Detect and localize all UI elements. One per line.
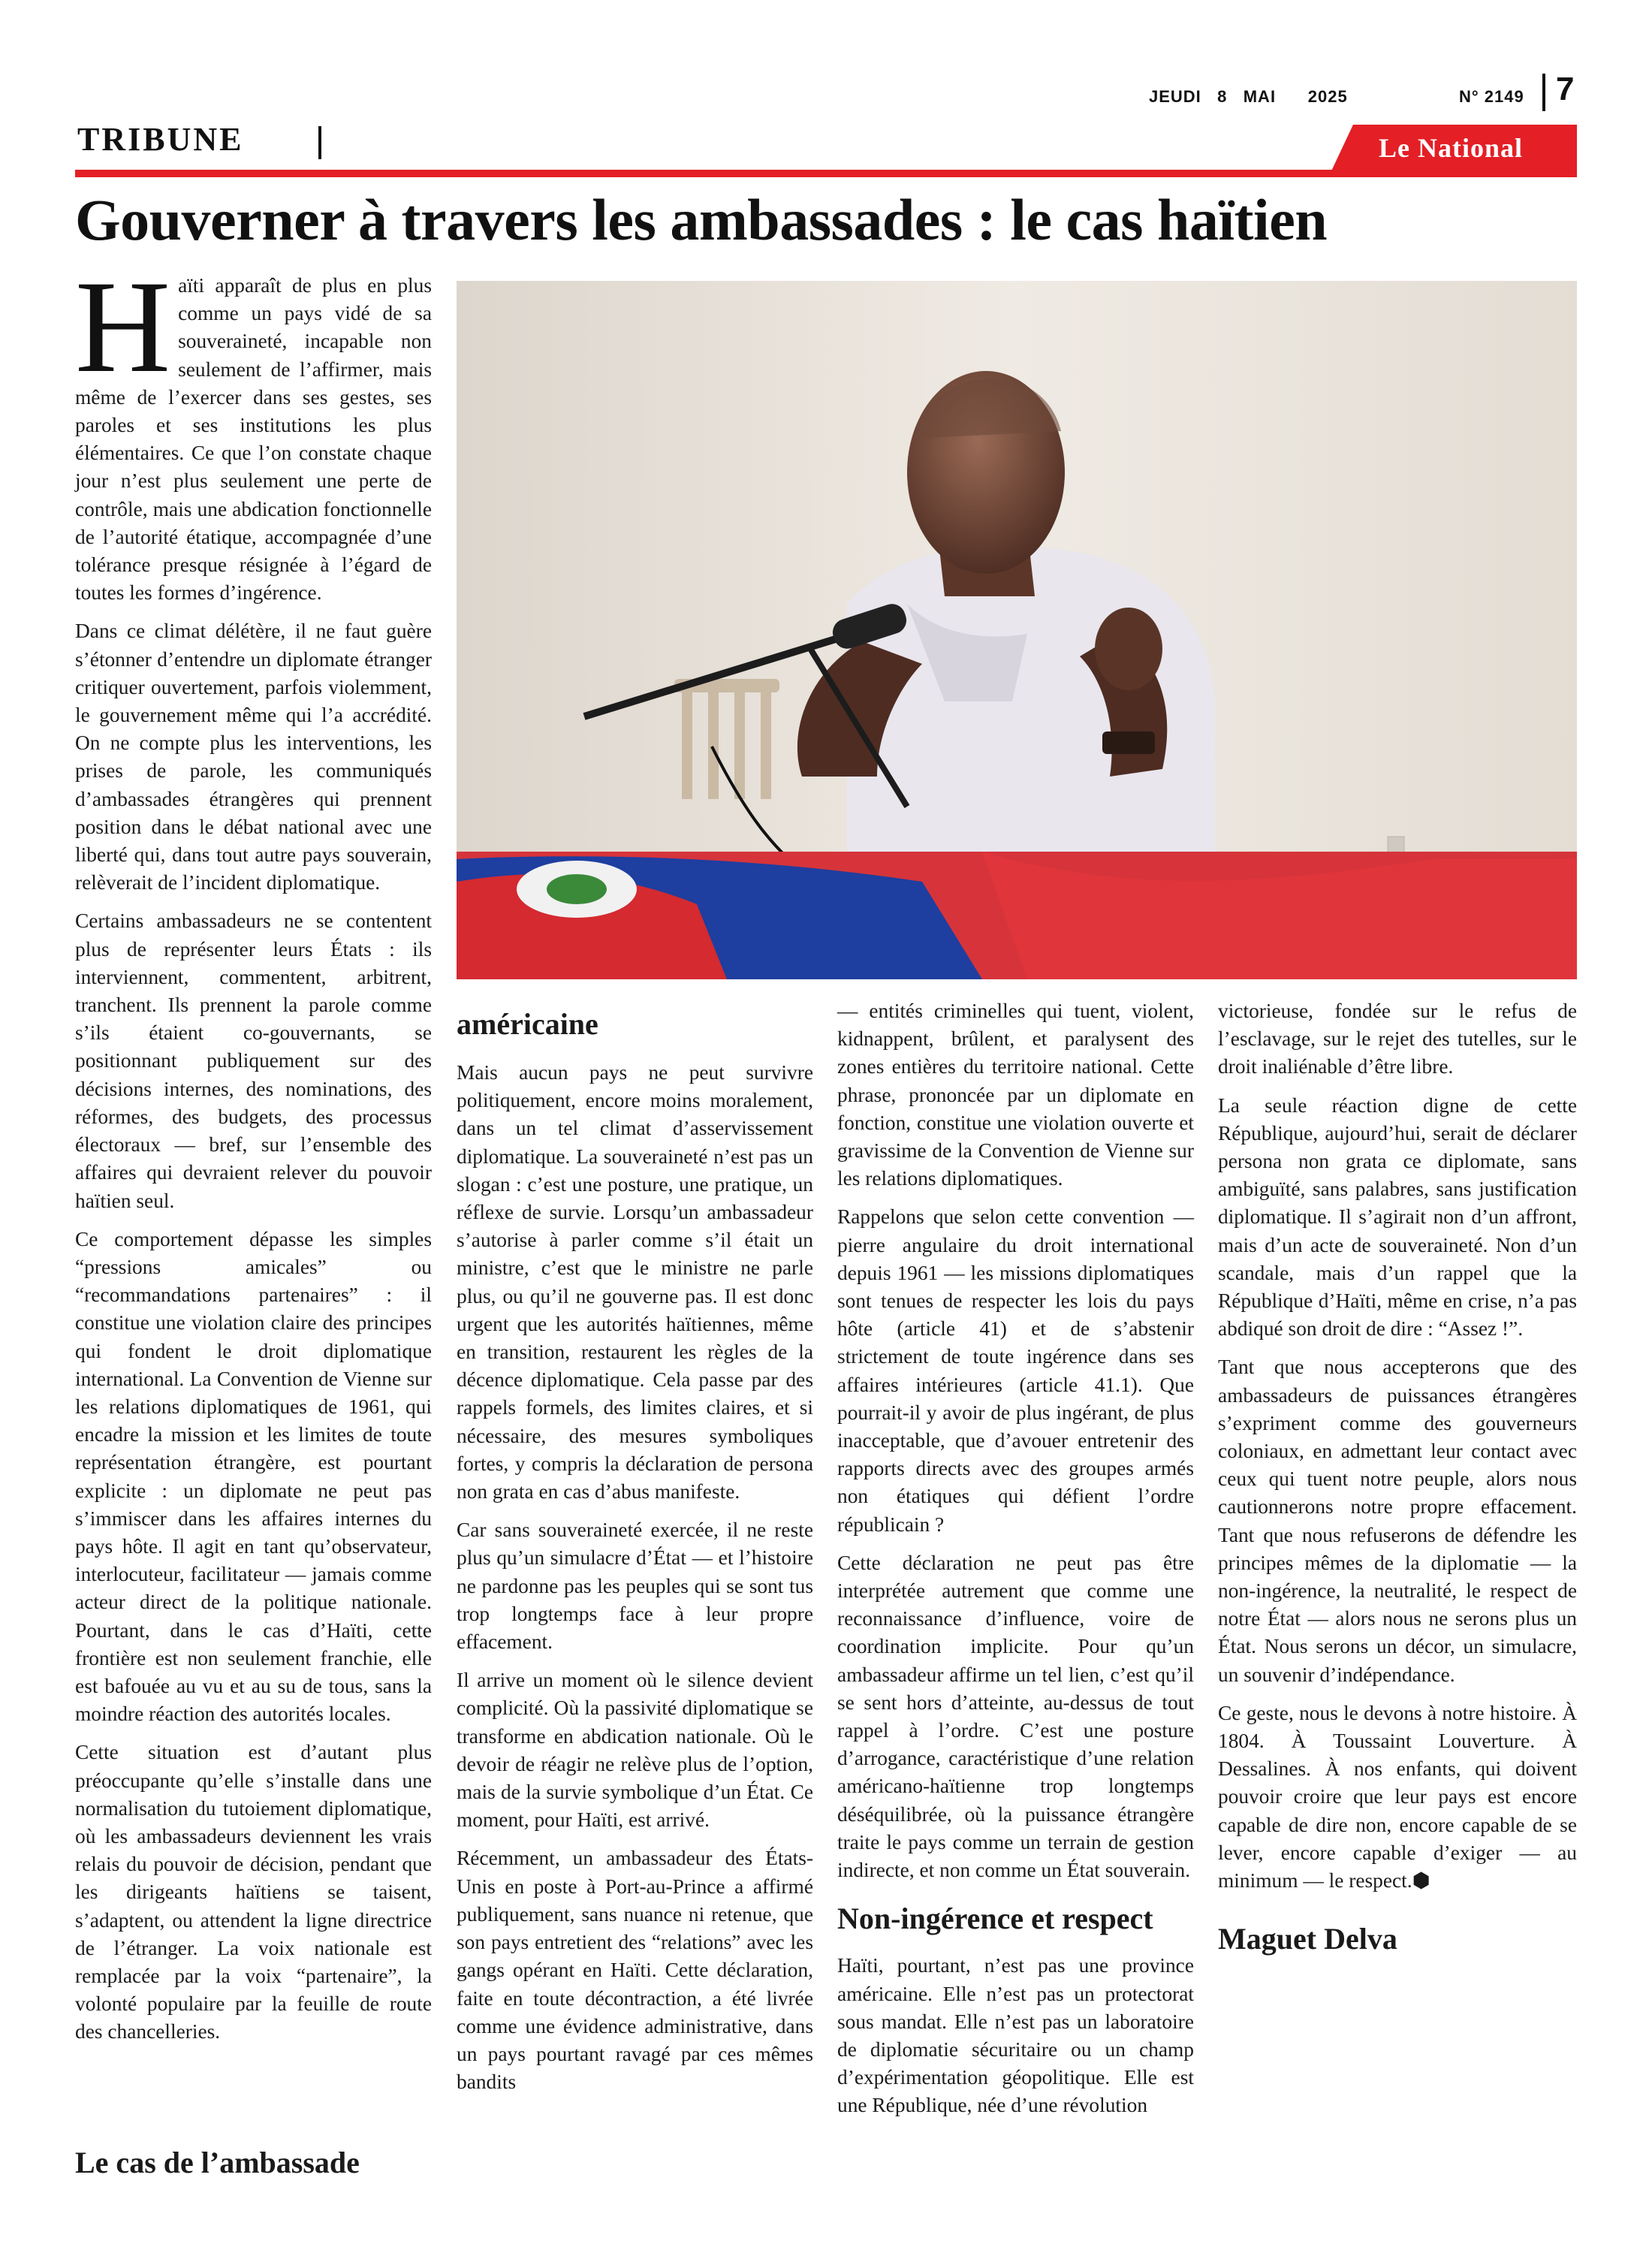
paragraph: Certains ambassadeurs ne se contentent plus de représenter leurs États : ils interviennent, commentent, arbitrent, tranchent. Ils prennent la parole comme s’ils étaient co-gouvernants, se positionnant publiquement sur des décisions internes, des nominations, des réformes, des budgets, des processus électoraux — bref, sur l’ensemble des affaires qui devraient relever du pouvoir haïtien seul. bbox=[75, 909, 432, 1212]
subheading: Non-ingérence et respect bbox=[837, 1902, 1153, 1936]
header-date bbox=[1149, 87, 1348, 107]
paragraph: Mais aucun pays ne peut survivre politiquement, encore moins moralement, dans un tel climat d’asservissement diplomatique. La souveraineté n’est pas un slogan : c’est une posture, une pratique, un réflexe de survie. Lorsqu’un ambassadeur s’autorise à parler comme s’il était un ministre, c’est que le ministre ne parle plus, ou qu’il ne gouverne pas. Il est donc urgent que les autorités haïtiennes, même en transition, restaurent les règles de la décence diplomatique. Cela passe par des rappels formels, des limites claires, et si nécessaire, des mesures symboliques fortes, y compris la déclaration de persona non grata en cas d’abus manifeste. bbox=[457, 1061, 813, 1504]
paragraph: Car sans souveraineté exercée, il ne reste plus qu’un simulacre d’État — et l’histoire ne pardonne pas les peuples qui se sont tus trop longtemps face à leur propre effacement. bbox=[457, 1519, 813, 1654]
section-divider bbox=[318, 126, 321, 159]
column-1 bbox=[75, 254, 432, 2057]
end-mark-icon: ⬢ bbox=[1412, 1869, 1430, 1893]
paragraph: Haïti, pourtant, n’est pas une province américaine. Elle n’est pas un protectorat sous mandat. Elle n’est pas un laboratoire de diplomatie sécuritaire ou un champ d’expérimentation géopolitique. Elle est une République, née d’une révolution bbox=[837, 1954, 1194, 2117]
paragraph bbox=[1218, 1700, 1577, 1895]
paragraph-text: aïti apparaît de plus en plus comme un pays vidé de sa souveraineté, incapable non seulement de l’affirmer, mais même de l’exercer dans ses gestes, ses paroles et ses institutions les plus élémentaires. Ce que l’on constate chaque jour n’est plus seulement une perte de contrôle, mais une abdication fonctionnelle de l’autorité étatique, accompagnée d’une tolérance presque résignée à l’égard de toutes les formes d’ingérence. bbox=[75, 274, 432, 605]
author-signature: Maguet Delva bbox=[1218, 1922, 1397, 1956]
column-3 bbox=[837, 997, 1194, 2131]
column-2 bbox=[457, 1006, 813, 2107]
subheading: américaine bbox=[457, 1007, 598, 1041]
paragraph: Récemment, un ambassadeur des États-Unis en poste à Port-au-Prince a affirmé publiquement, sans nuance ni retenue, que son pays entretient des “relations” avec les gangs opérant en Haïti. Cette déclaration, faite en toute décontraction, a été livrée comme une évidence administrative, dans un pays pourtant ravagé par ces mêmes bandits bbox=[457, 1847, 813, 2094]
page-number-divider bbox=[1542, 74, 1545, 111]
column-4 bbox=[1218, 997, 1577, 1956]
paragraph: Tant que nous accepterons que des ambassadeurs de puissances étrangères s’expriment comme des gouverneurs coloniaux, en admettant leur contact avec ceux qui tuent notre peuple, alors nous cautionnerons notre propre effacement. Tant que nous refuserons de défendre les principes mêmes de la diplomatie — la non-ingérence, la neutralité, le respect de notre État — alors nous ne serons plus un État. Nous serons un décor, un simulacre, un souvenir d’indépendance. bbox=[1218, 1356, 1577, 1686]
paragraph: Cette déclaration ne peut pas être interprétée autrement que comme une reconnaissance d’influence, voire de coordination implicite. Pour qu’un ambassadeur affirme un tel lien, c’est qu’il se sent hors d’atteinte, au-dessus de tout rappel à l’ordre. C’est une posture d’arrogance, caractéristique d’une relation américano-haïtienne trop longtemps déséquilibrée, où la puissance étrangère traite le pays comme un terrain de gestion indirecte, et non comme un État souverain. bbox=[837, 1551, 1194, 1882]
paragraph: Il arrive un moment où le silence devient complicité. Où la passivité diplomatique se transforme en abdication nationale. Où le devoir de réagir ne relève plus de l’option, mais de la survie symbolique d’un État. Ce moment, pour Haïti, est arrivé. bbox=[457, 1669, 813, 1832]
paragraph-text: Ce geste, nous le devons à notre histoire. À 1804. À Toussaint Louverture. À Dessalines. À nos enfants, qui doivent pouvoir croire que leur pays est encore capable de dire non, encore capable de se lever, encore capable d’exiger — au minimum — le respect. bbox=[1218, 1701, 1577, 1893]
header-day: JEUDI bbox=[1149, 87, 1201, 106]
paragraph: Dans ce climat délétère, il ne faut guère s’étonner d’entendre un diplomate étranger critiquer ouvertement, parfois violemment, le gouvernement même qui l’a accrédité. On ne compte plus les interventions, les prises de parole, les communiqués d’ambassades étrangères qui prennent position dans le débat national avec une liberté qui, dans tout autre pays souverain, relèverait de l’incident diplomatique. bbox=[75, 620, 432, 894]
header-month: MAI bbox=[1243, 87, 1277, 106]
issue-number: N° 2149 bbox=[1459, 87, 1524, 106]
page-number: 7 bbox=[1556, 71, 1575, 107]
article-photo bbox=[457, 281, 1577, 979]
section-label: TRIBUNE bbox=[77, 121, 244, 158]
header-rule bbox=[75, 170, 1577, 177]
drop-cap: H bbox=[75, 254, 171, 400]
paragraph: Cette situation est d’autant plus préoccupante qu’elle s’installe dans une normalisation du tutoiement diplomatique, où les ambassadeurs deviennent les vrais relais du pouvoir de décision, pendant que les dirigeants haïtiens se taisent, s’adaptent, ou attendent la ligne directrice de l’étranger. La voix nationale est remplacée par la voix “partenaire”, la volonté populaire par la feuille de route des chancelleries. bbox=[75, 1741, 432, 2043]
paragraph bbox=[75, 254, 432, 607]
paragraph: victorieuse, fondée sur le refus de l’esclavage, sur le rejet des tutelles, sur le droit inaliénable d’être libre. bbox=[1218, 1000, 1577, 1078]
article-title: Gouverner à travers les ambassades : le cas haïtien bbox=[75, 187, 1328, 252]
paragraph: La seule réaction digne de cette République, aujourd’hui, serait de déclarer persona non grata ce diplomate, sans ambiguïté, sans palabres, sans justification diplomatique. Il s’agirait non d’un affront, mais d’un acte de souveraineté. Non d’un scandale, mais d’un rappel que la République d’Haïti, même en crise, n’a pas abdiqué son droit de dire : “Assez !”. bbox=[1218, 1093, 1577, 1341]
header-date-num: 8 bbox=[1217, 87, 1228, 106]
header-year: 2025 bbox=[1307, 87, 1348, 106]
brand-name: Le National bbox=[1379, 133, 1524, 163]
paragraph: Ce comportement dépasse les simples “pressions amicales” ou “recommandations partenaires” : il constitue une violation claire des principes qui fondent le droit diplomatique international. La Convention de Vienne sur les relations diplomatiques de 1961, qui encadre la mission et les limites de toute représentation étrangère, est pourtant explicite : un diplomate ne peut pas s’immiscer dans les affaires internes du pays hôte. Il agit en tant qu’observateur, interlocuteur, facilitateur — jamais comme acteur direct de la politique nationale. Pourtant, dans le cas d’Haïti, cette frontière est non seulement franchie, elle est bafouée au vu et au su de tous, sans la moindre réaction des autorités locales. bbox=[75, 1227, 432, 1726]
subheading: Le cas de l’ambassade bbox=[75, 2146, 360, 2179]
paragraph: — entités criminelles qui tuent, violent, kidnappent, brûlent, et paralysent des zones entières du territoire national. Cette phrase, prononcée par un diplomate en fonction, constitue une violation ouverte et gravissime de la Convention de Vienne sur les relations diplomatiques. bbox=[837, 1000, 1194, 1190]
paragraph: Rappelons que selon cette convention — pierre angulaire du droit international depuis 1961 — les missions diplomatiques sont tenues de respecter les lois du pays hôte (article 41) et de s’abstenir strictement de toute ingérence dans ses affaires intérieures (article 41.1). Que pourrait-il y avoir de plus ingérant, de plus inacceptable, que d’avouer entretenir des rapports directs avec des groupes armés non étatiques qui défient l’ordre républicain ? bbox=[837, 1205, 1194, 1536]
